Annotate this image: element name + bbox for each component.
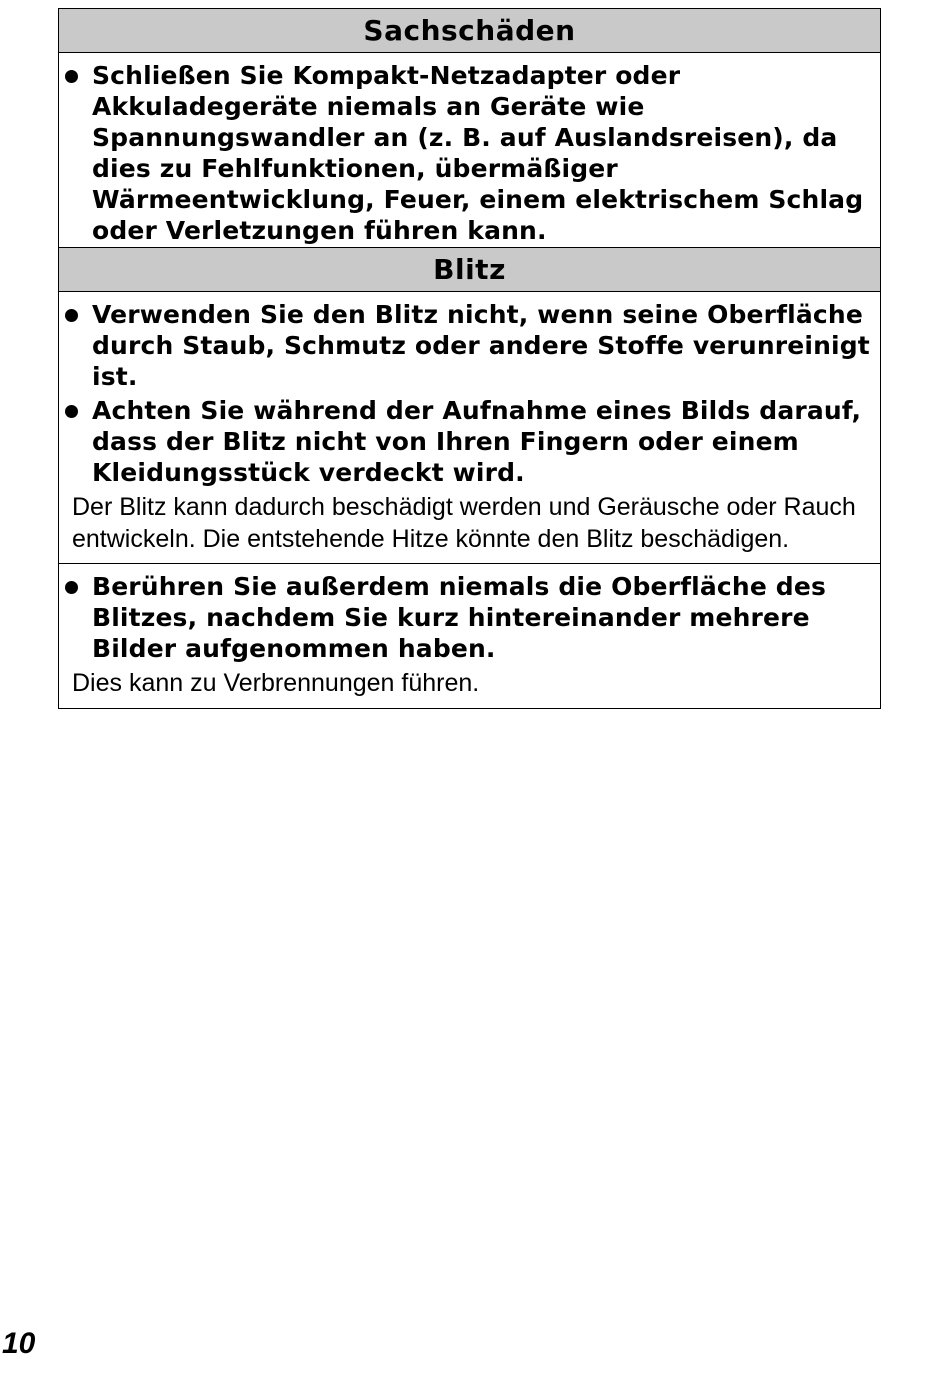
warning-text: Berühren Sie außerdem niemals die Oberfläche des Blitzes, nachdem Sie kurz hintereinander mehrere Bilder aufgenommen haben. bbox=[92, 572, 826, 663]
blitz-heading: Blitz bbox=[59, 248, 880, 292]
list-item bbox=[59, 299, 870, 392]
blitz-section-1 bbox=[59, 292, 880, 563]
bullet-icon bbox=[65, 581, 78, 594]
warning-text: Verwenden Sie den Blitz nicht, wenn seine Oberfläche durch Staub, Schmutz oder andere Stoffe verunreinigt ist. bbox=[92, 300, 870, 391]
list-item bbox=[59, 60, 870, 246]
sachschaeden-box bbox=[58, 8, 881, 253]
note-text: Der Blitz kann dadurch beschädigt werden und Geräusche oder Rauch entwickeln. Die entstehende Hitze könnte den Blitz beschädigen. bbox=[72, 493, 856, 553]
list-item bbox=[59, 395, 870, 488]
warning-text: Achten Sie während der Aufnahme eines Bilds darauf, dass der Blitz nicht von Ihren Fingern oder einem Kleidungsstück verdeckt wird. bbox=[92, 396, 862, 487]
bullet-icon bbox=[65, 309, 78, 322]
blitz-section-2 bbox=[59, 563, 880, 708]
bullet-icon bbox=[65, 405, 78, 418]
blitz-box bbox=[58, 247, 881, 709]
note-text: Dies kann zu Verbrennungen führen. bbox=[72, 669, 480, 697]
bullet-icon bbox=[65, 70, 78, 83]
sachschaeden-section bbox=[59, 53, 880, 252]
list-item bbox=[59, 571, 870, 664]
page-number: 10 bbox=[2, 1327, 36, 1360]
sachschaeden-heading: Sachschäden bbox=[59, 9, 880, 53]
warning-text: Schließen Sie Kompakt-Netzadapter oder Akkuladegeräte niemals an Geräte wie Spannungswandler an (z. B. auf Auslandsreisen), da dies zu Fehlfunktionen, übermäßiger Wärmeentwicklung, Feuer, einem elektrischem Schlag oder Verletzungen führen kann. bbox=[92, 61, 864, 245]
